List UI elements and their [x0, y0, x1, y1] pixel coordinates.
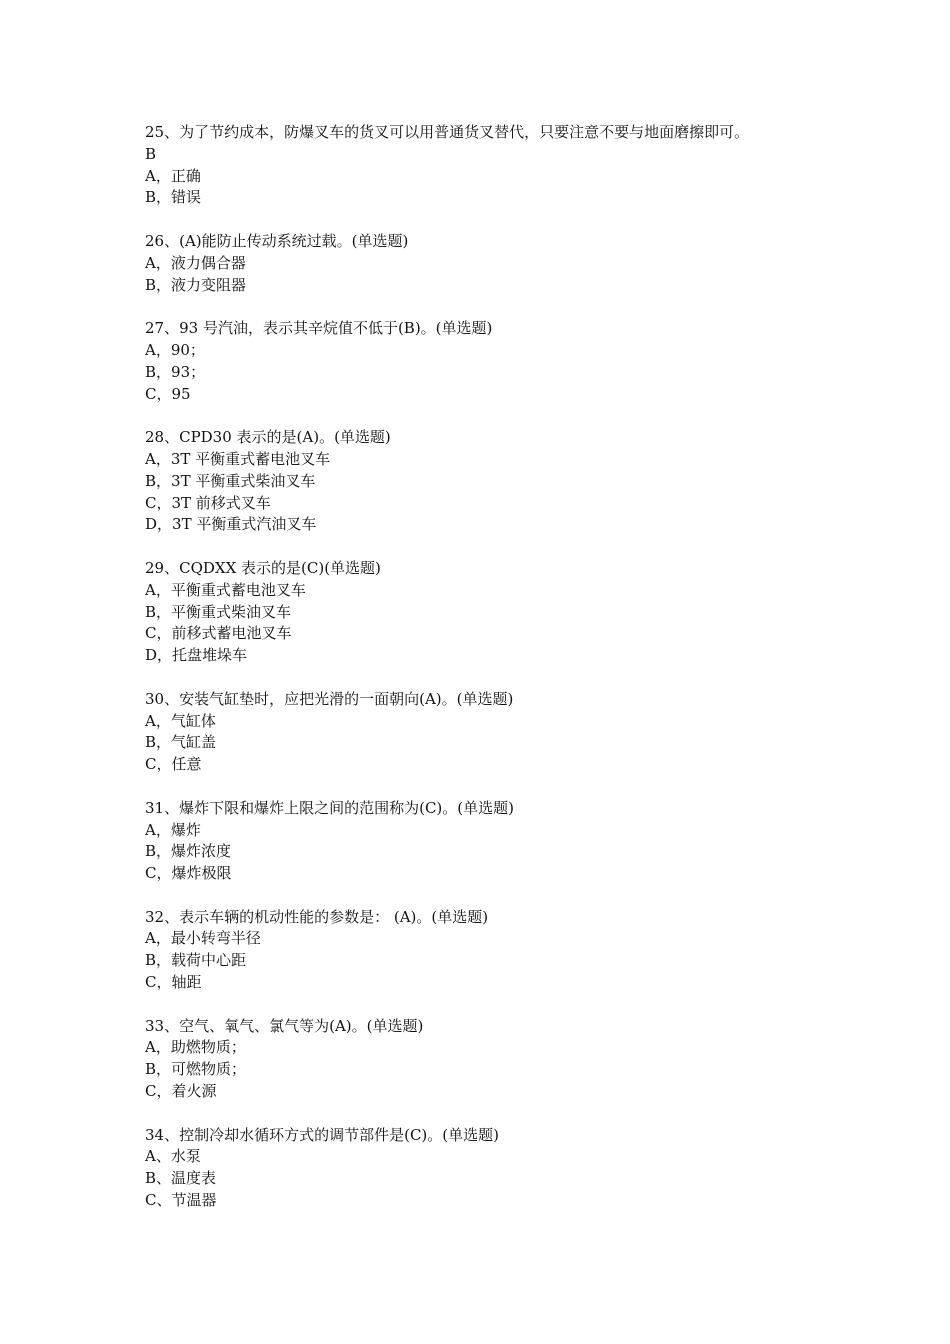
- option-a: A，3T 平衡重式蓄电池叉车: [145, 449, 331, 468]
- question-32: [145, 907, 925, 994]
- option-d: D，托盘堆垛车: [145, 646, 248, 665]
- option-a: A，液力偶合器: [145, 253, 246, 272]
- option-a: A，90；: [145, 340, 205, 359]
- question-stem: 27、93 号汽油，表示其辛烷值不低于(B)。(单选题): [145, 319, 493, 338]
- option-a: A，最小转弯半径: [145, 929, 261, 948]
- option-b: B，错误: [145, 188, 202, 207]
- question-29: [145, 558, 925, 667]
- question-stem: 30、安装气缸垫时，应把光滑的一面朝向(A)。(单选题): [145, 689, 514, 708]
- option-a: A、水泵: [145, 1147, 201, 1166]
- question-stem: 34、控制冷却水循环方式的调节部件是(C)。(单选题): [145, 1125, 499, 1144]
- option-b: B，爆炸浓度: [145, 842, 232, 861]
- question-31: [145, 798, 925, 885]
- question-stem: 31、爆炸下限和爆炸上限之间的范围称为(C)。(单选题): [145, 798, 514, 817]
- option-c: C，95: [145, 384, 191, 403]
- question-stem: 28、CPD30 表示的是(A)。(单选题): [145, 428, 391, 447]
- option-c: C，着火源: [145, 1082, 217, 1101]
- option-b: B、温度表: [145, 1169, 217, 1188]
- question-stem: 33、空气、氧气、氯气等为(A)。(单选题): [145, 1016, 424, 1035]
- option-a: A，平衡重式蓄电池叉车: [145, 580, 306, 599]
- option-a: A，助燃物质；: [145, 1038, 246, 1057]
- option-c: C、节温器: [145, 1191, 217, 1210]
- question-answer: B: [145, 144, 157, 163]
- option-b: B，3T 平衡重式柴油叉车: [145, 471, 316, 490]
- question-30: [145, 689, 925, 776]
- option-c: C，轴距: [145, 973, 202, 992]
- question-25: [145, 122, 925, 209]
- option-b: B，液力变阻器: [145, 275, 247, 294]
- question-stem: 32、表示车辆的机动性能的参数是： (A)。(单选题): [145, 907, 489, 926]
- option-b: B，气缸盖: [145, 733, 217, 752]
- option-c: C，前移式蓄电池叉车: [145, 624, 292, 643]
- option-c: C，3T 前移式叉车: [145, 493, 271, 512]
- option-c: C，爆炸极限: [145, 864, 232, 883]
- option-a: A，气缸体: [145, 711, 216, 730]
- question-stem: 29、CQDXX 表示的是(C)(单选题): [145, 558, 381, 577]
- question-stem: 26、(A)能防止传动系统过载。(单选题): [145, 231, 409, 250]
- option-b: B，平衡重式柴油叉车: [145, 602, 292, 621]
- question-28: [145, 427, 925, 536]
- question-27: [145, 318, 925, 405]
- option-d: D，3T 平衡重式汽油叉车: [145, 515, 317, 534]
- option-a: A，爆炸: [145, 820, 201, 839]
- option-b: B，可燃物质；: [145, 1060, 247, 1079]
- option-b: B，93；: [145, 362, 206, 381]
- question-26: [145, 231, 925, 296]
- option-b: B，载荷中心距: [145, 951, 247, 970]
- question-stem: 25、为了节约成本，防爆叉车的货叉可以用普通货叉替代，只要注意不要与地面磨擦即可。: [145, 123, 750, 141]
- question-list: [145, 122, 925, 1234]
- question-34: [145, 1125, 925, 1212]
- option-c: C，任意: [145, 755, 202, 774]
- option-a: A，正确: [145, 166, 201, 185]
- question-33: [145, 1016, 925, 1103]
